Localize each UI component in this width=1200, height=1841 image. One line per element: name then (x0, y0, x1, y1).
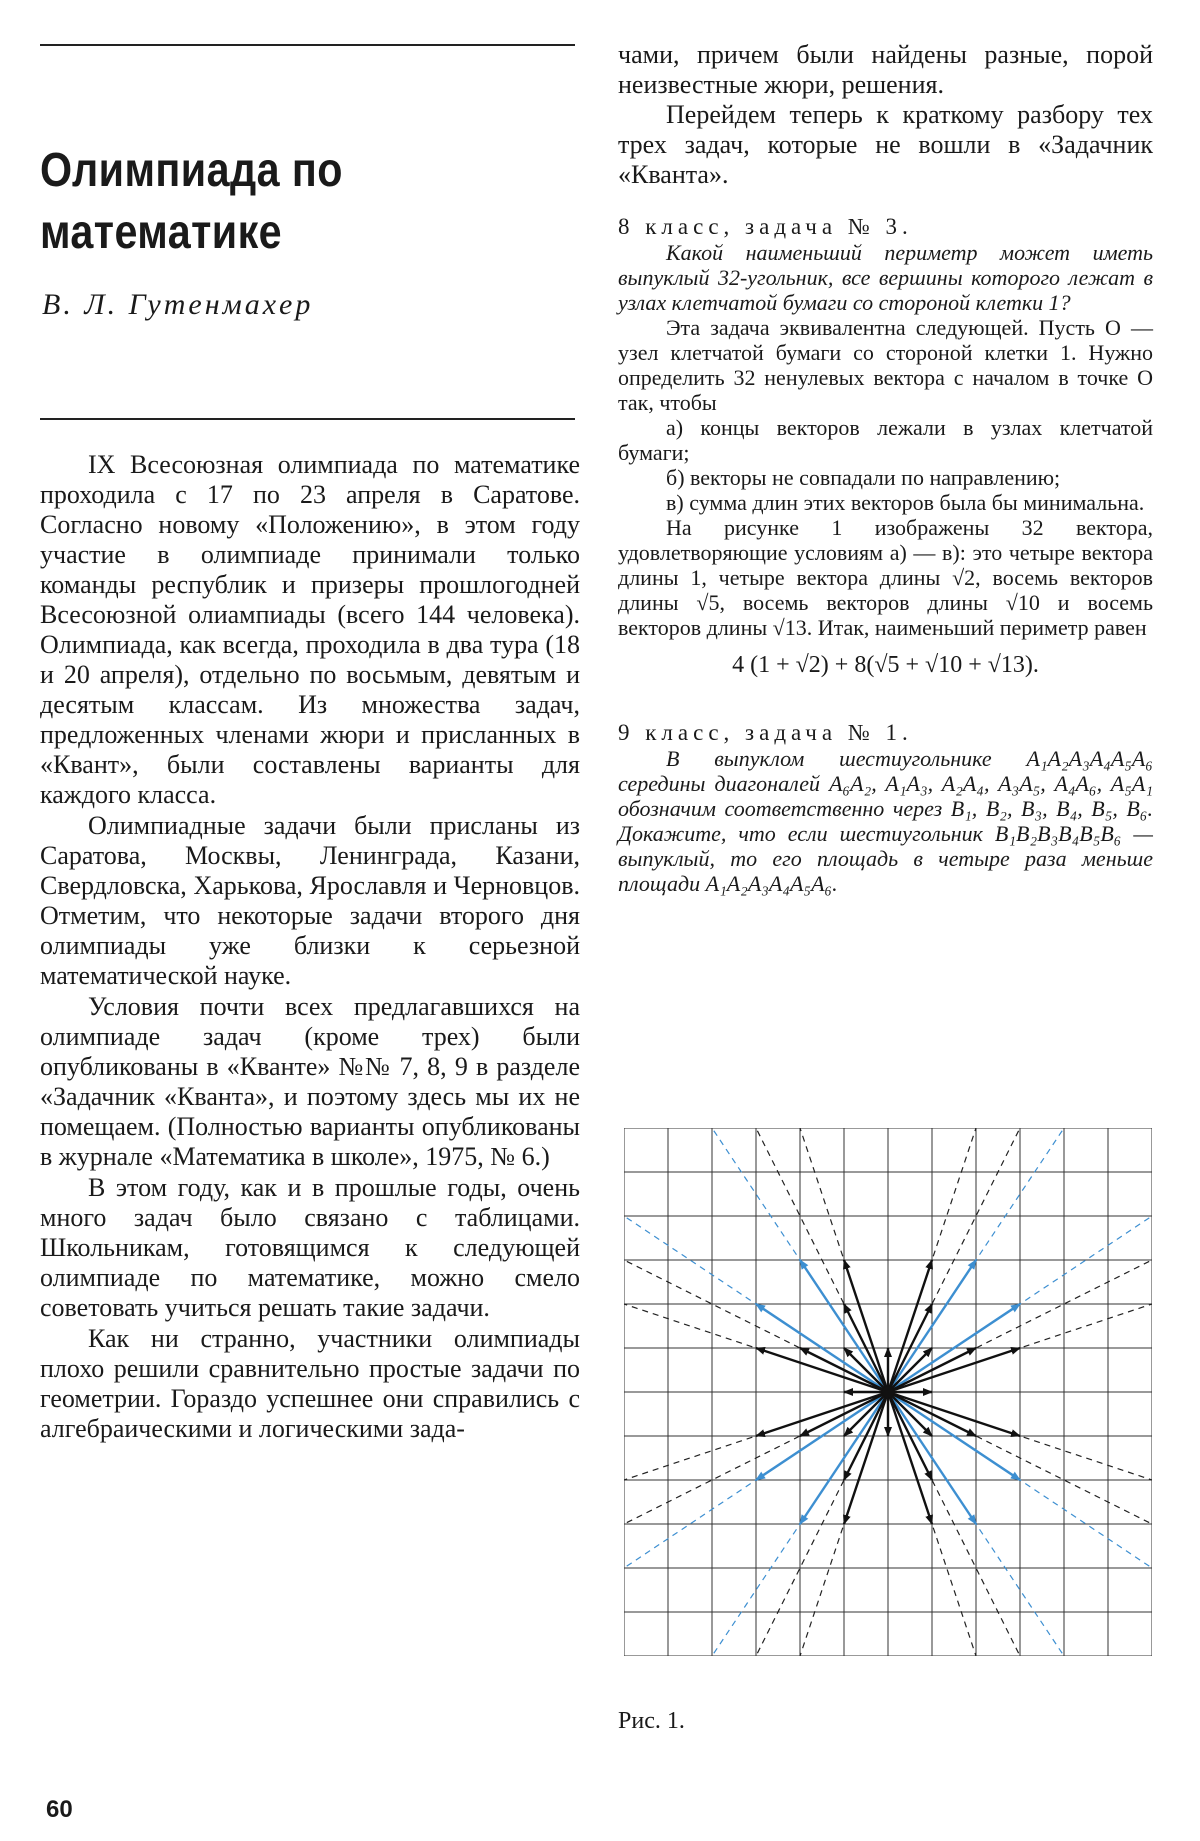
paragraph: Условия почти всех предлагавшихся на олимпиаде задач (кроме трех) были опубликованы в «Кванте» №№ 7, 8, 9 в разделе «Задачник «Кванта», и поэтому здесь мы их не помещаем. (Полностью варианты опубликованы в журнале «Математика в школе», 1975, № 6.) (40, 992, 580, 1171)
answer-formula: 4 (1 + √2) + 8(√5 + √10 + √13). (732, 652, 1039, 678)
page-number: 60 (46, 1796, 73, 1823)
article-title: Олимпиада по математике (40, 144, 343, 259)
problem-statement: В выпуклом шестиугольнике A₁A₂A₃A₄A₅A₆ середины диагоналей A₆A₂, A₁A₃, A₂A₄, A₃A₅, A₄A₆, A₅A₁ обозначим соответственно через B₁, B₂, B₃, B₄, B₅, B₆. Докажите, что если шестиугольник B₁B₂B₃B₄B₅B₆ — выпуклый, то его площадь в четыре раза меньше площади A₁A₂A₃A₄A₅A₆. (618, 746, 1153, 896)
problem-heading: 8 класс, задача № 3. (618, 214, 913, 239)
condition-item: в) сумма длин этих векторов была бы минимальна. (666, 490, 1145, 515)
paragraph: IX Всесоюзная олимпиада по математике проходила с 17 по 23 апреля в Саратове. Согласно новому «Положению», в этом году участие в олимпиаде принимали только команды республик и призеры прошлогодней Всесоюзной олиампиады (всего 144 человека). Олимпиада, как всегда, проходила в два тура (18 и 20 апреля), отдельно по восьмым, девятым и десятым классам. Из множества задач, предложенных членами жюри и присланных в «Квант», были составлены варианты для каждого класса. (40, 450, 580, 809)
problem-statement: Какой наименьший периметр может иметь выпуклый 32-угольник, все вершины которого лежат в узлах клетчатой бумаги со стороной клетки 1? (618, 240, 1153, 315)
article-author: В. Л. Гутенмахер (42, 288, 314, 321)
condition-item: б) векторы не совпадали по направлению; (666, 465, 1061, 490)
paragraph: Перейдем теперь к краткому разбору тех трех задач, которые не вошли в «Задачник «Кванта». (618, 100, 1153, 189)
origin-point (882, 1386, 894, 1398)
paragraph: Олимпиадные задачи были присланы из Саратова, Москвы, Ленинграда, Казани, Свердловска, Харькова, Ярославля и Черновцов. Отметим, что некоторые задачи второго дня олимпиады уже близки к серьезной математической науке. (40, 811, 580, 990)
paragraph: чами, причем были найдены разные, порой неизвестные жюри, решения. (618, 40, 1153, 99)
vector-grid-figure (624, 1128, 1152, 1656)
solution-text: На рисунке 1 изображены 32 вектора, удовлетворяющие условиям а) — в): это четыре вектора длины 1, четыре вектора длины √2, восемь векторов длины √5, восемь векторов длины √10 и восемь векторов длины √13. Итак, наименьший периметр равен (618, 515, 1153, 640)
top-rule-left (40, 44, 575, 46)
title-block-bottom-rule (40, 418, 575, 420)
figure-caption: Рис. 1. (618, 1708, 685, 1734)
problem-body: Эта задача эквивалентна следующей. Пусть O — узел клетчатой бумаги со стороной клетки 1. Нужно определить 32 ненулевых вектора с началом в точке O так, чтобы (618, 315, 1153, 415)
paragraph: Как ни странно, участники олимпиады плохо решили сравнительно простые задачи по геометрии. Гораздо успешнее они справились с алгебраическими и логическими зада- (40, 1324, 580, 1443)
condition-item: а) концы векторов лежали в узлах клетчатой бумаги; (618, 415, 1153, 465)
left-column (40, 450, 580, 1445)
paragraph: В этом году, как и в прошлые годы, очень много задач было связано с таблицами. Школьникам, готовящимся к следующей олимпиаде по математике, можно смело советовать учиться решать такие задачи. (40, 1173, 580, 1322)
right-column (618, 40, 1153, 896)
problem-heading: 9 класс, задача № 1. (618, 720, 913, 745)
